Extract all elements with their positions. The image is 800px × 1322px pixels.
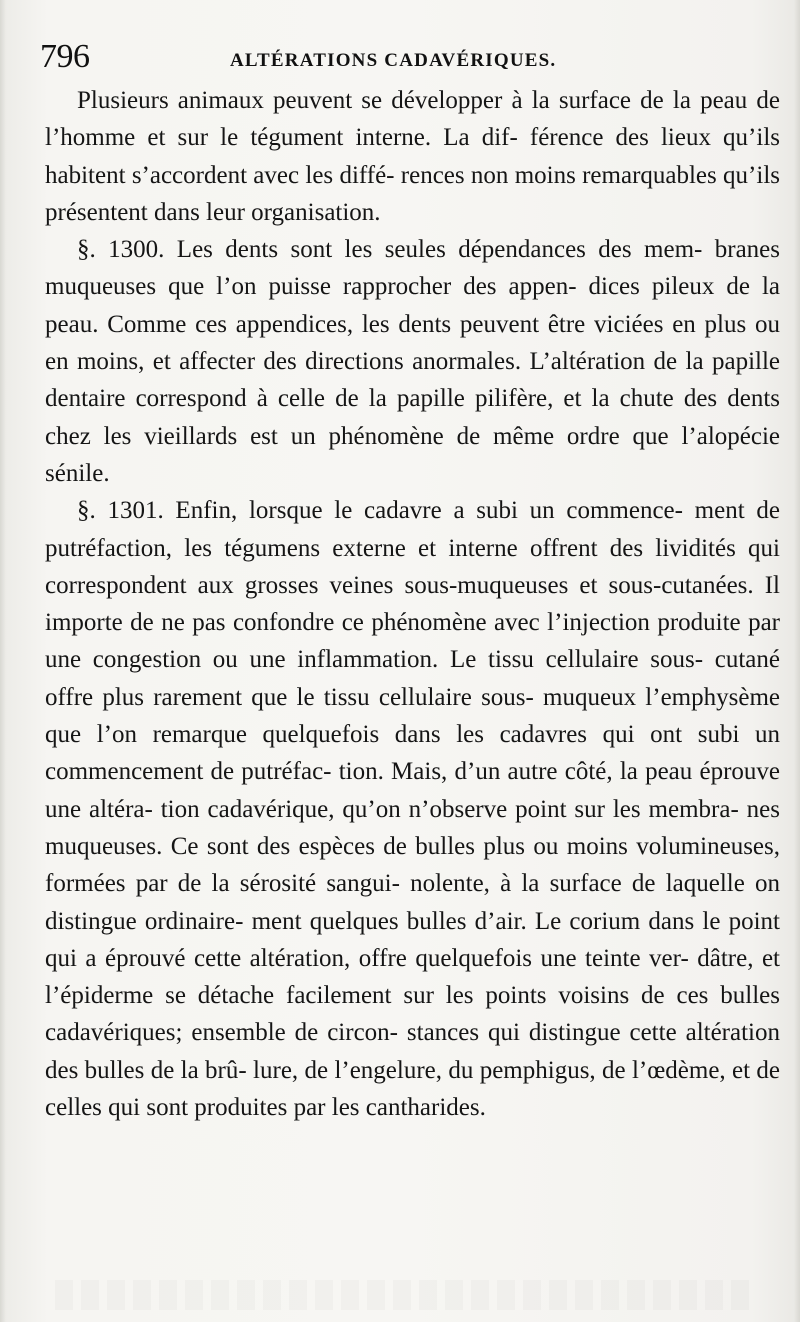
paragraph-3: §. 1301. Enfin, lorsque le cadavre a subi un commence- ment de putréfaction, les tégumens externe et interne offrent des lividités qui correspondent aux grosses veines sous-muqueuses et sous-cutanées. Il importe de ne pas confondre ce phénomène avec l’injection produite par une congestion ou une inflammation. Le tissu cellulaire sous- cutané offre plus rarement que le tissu cellulaire sous- muqueux l’emphysème que l’on remarque quelquefois dans les cadavres qui ont subi un commencement de putréfac- tion. Mais, d’un autre côté, la peau éprouve une altéra- tion cadavérique, qu’on n’observe point sur les membra- nes muqueuses. Ce sont des espèces de bulles plus ou moins volumineuses, formées par de la sérosité sangui- nolente, à la surface de laquelle on distingue ordinaire- ment quelques bulles d’air. Le corium dans le point qui a éprouvé cette altération, offre quelquefois une teinte ver- dâtre, et l’épiderme se détache facilement sur les points voisins de ces bulles cadavériques; ensemble de circon- stances qui distingue cette altération des bulles de la brû- lure, de l’engelure, du pemphigus, de l’œdème, et de celles qui sont produites par les cantharides. xyxy=(45,497,780,1122)
running-title: ALTÉRATIONS CADAVÉRIQUES. xyxy=(230,50,557,71)
body-text xyxy=(45,82,780,1126)
paragraph-2: §. 1300. Les dents sont les seules dépendances des mem- branes muqueuses que l’on puisse rapprocher des appen- dices pileux de la peau. Comme ces appendices, les dents peuvent être viciées en plus ou en moins, et affecter des directions anormales. L’altération de la papille dentaire correspond à celle de la papille pilifère, et la chute des dents chez les vieillards est un phénomène de même ordre que l’alopécie sénile. xyxy=(45,236,780,487)
page-left-edge xyxy=(0,0,6,1322)
page-right-edge xyxy=(794,0,800,1322)
page-header xyxy=(40,38,760,84)
page-number: 796 xyxy=(40,38,90,75)
paragraph-1: Plusieurs animaux peuvent se développer à la surface de la peau de l’homme et sur le tégument interne. La dif- férence des lieux qu’ils habitent s’accordent avec les diffé- rences non moins remarquables qu’ils présentent dans leur organisation. xyxy=(45,87,780,226)
bleed-through-text xyxy=(55,1280,755,1310)
